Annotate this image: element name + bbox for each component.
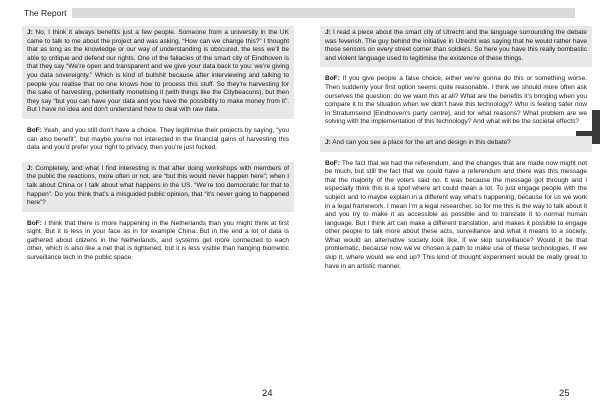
interview-text: The fact that we had the referendum, and the changes that are made now might not be much, but still the fact that we could have a referendum and there was this message that the majority of the voters said no. It was because the message got through and I especially think this is a spot where art could mean a lot. To just engage people with the subject and to maybe explain in a different way what’s happening, because for us we work in a legal framework. I mean I’m a legal researcher, so for me this is the way to talk about it and you try to make it as accessible as possible and to translate it to normal human language. But I think art can make a different translation, and makes it possible to engage other people to talk more about these acts, surveillance and what it means to a society. What would an alternative society look like, if we skip surveillance? Would it be that problematic, because now we’ve chosen a path to make use of these technologies. If we skip it, where would we end up? This kind of thought experiment would be really great to have in an artistic manner. <box>325 159 587 270</box>
interview-question-block <box>320 26 592 67</box>
page-number-right: 25 <box>559 388 570 399</box>
interview-question-block <box>22 162 294 212</box>
interview-answer-block <box>22 124 294 157</box>
interview-text: I read a piece about the smart city of Utrecht and the language surrounding the debate was feverish. The guy behind the initiative in Utrecht was saying that he would rather have these sensors on every street corner than soldiers. So here you have this really bombastic and violent language used to legitimise the existence of these things. <box>325 29 587 62</box>
interview-question-block <box>320 136 592 152</box>
interview-answer-block <box>320 72 592 131</box>
speaker-label: J: <box>325 138 331 146</box>
interview-answer-block <box>22 217 294 267</box>
interview-text: I think that there is more happening in the Netherlands than you might think at first sight. But it is less in your face as in for example China. But in the end a lot of data is gathered about citizens in the Netherlands, and systems get more connected to each other, which is also like a net that is tightened, but it is less visible than hanging biometric surveillance tech in the public space. <box>27 219 289 262</box>
speaker-label: BoF: <box>325 159 340 167</box>
interview-text: And can you see a place for the art and design in this debate? <box>332 138 511 146</box>
speaker-label: BoF: <box>27 126 42 134</box>
interview-question-block <box>22 26 294 119</box>
right-page-column <box>320 26 592 275</box>
speaker-label: J: <box>27 164 33 172</box>
left-page-column <box>22 26 294 267</box>
interview-text: If you give people a false choice, either we’re gonna do this or something worse. Then suddenly your first option seems quite reasonable. I think we should more often ask ourselves the question: do we want this at all? What are the benefits it’s bringing when you compare it to the situation when we didn’t have this technology? Who is feeling safer now in Stratumseind [Eindhoven’s party centre], and for what reasons? What problem are we solving with the implementation of this technology? And what will be the societal effects? <box>325 75 587 126</box>
interview-text: Yeah, and you still don’t have a choice. They legitimise their projects by saying, “you can also benefit”, but maybe you’re not interested in the financial gains of harvesting this data and you’d prefer your right to privacy, then you’re just fucked. <box>27 126 289 152</box>
speaker-label: J: <box>27 29 33 36</box>
running-header-title: The Report <box>24 8 67 18</box>
speaker-label: BoF: <box>325 75 340 83</box>
speaker-label: J: <box>325 29 331 36</box>
interview-answer-block <box>320 157 592 276</box>
interview-text: Completely, and what I find interesting is that after doing workshops with members of the public the reactions, more often or not, are “but this would never happen here”; when I talk about China or I talk about what happens in the US. “We’re too democratic for that to happen”. Do you think that’s a misguided public opinion, that “it’s never going to happened here”? <box>27 164 289 207</box>
speaker-label: BoF: <box>27 219 42 227</box>
interview-text: No, I think it always benefits just a few people. Someone from a university in the UK came to talk to me about the project and was asking, “How can we change this?” I thought that as long as the knowledge or our way of understanding is obscured, the less we’ll be able to critique and defend our rights. One of the fallacies of the smart city of Eindhoven is that they say “We’re open and transparent and we give your data back to you: we’re giving you data sovereignty.” Which is kind of bullshit because after interviewing and talking to people you realise that no one knows how to process this stuff. So they’re harvesting for the sake of harvesting, potentially monetising it (with things like the Citybeacons), but then they say “but you can have your data and you have the possibility to make money from it”. But I have no idea and don’t understand how to deal with raw data. <box>27 29 289 114</box>
running-header-bar <box>72 8 575 18</box>
page-number-left: 24 <box>262 388 273 399</box>
